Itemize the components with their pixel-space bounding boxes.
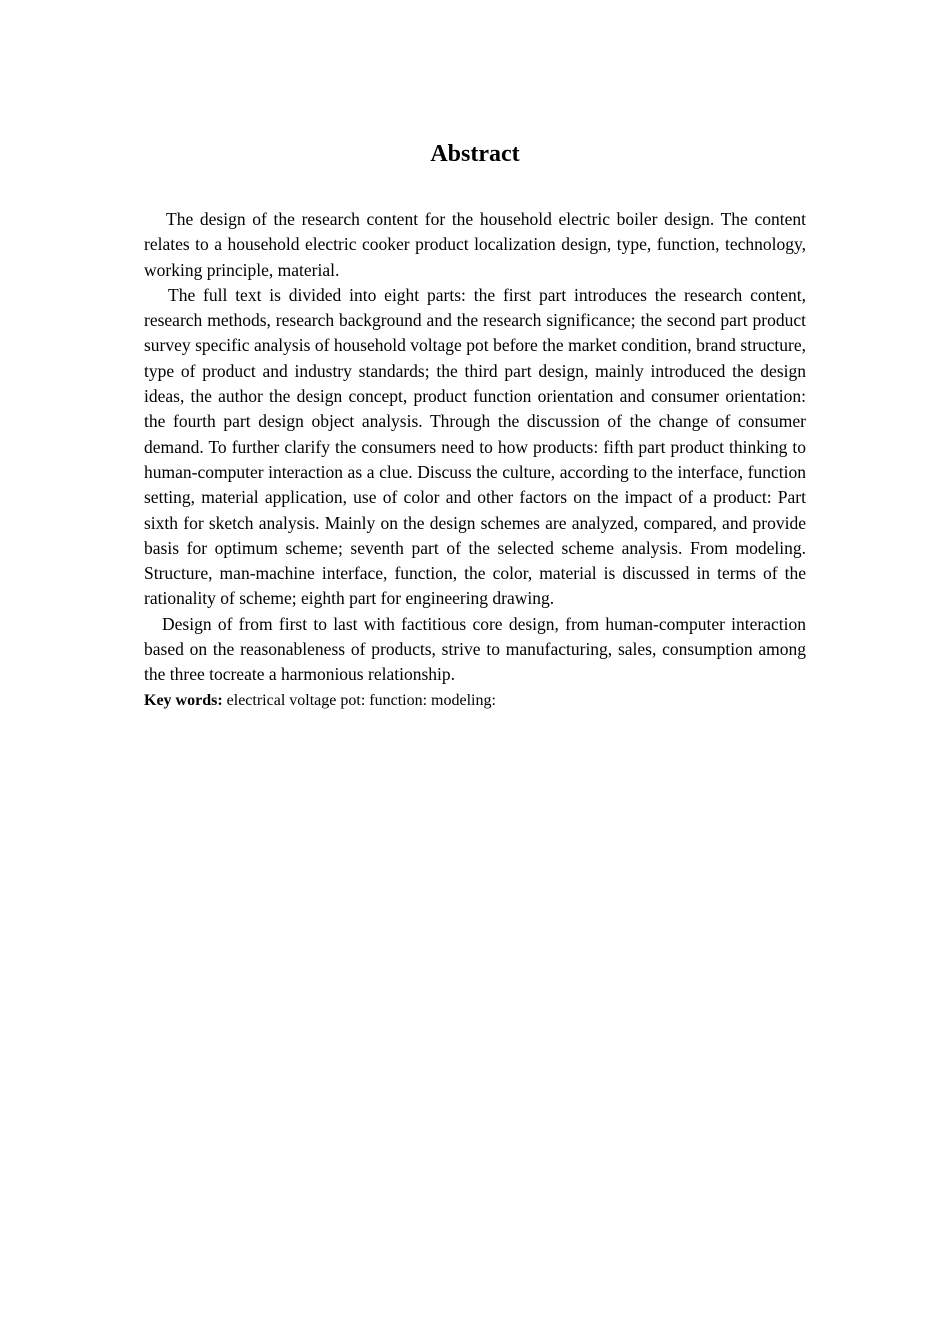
abstract-page [144, 138, 806, 713]
abstract-paragraph-1: The design of the research content for the household electric boiler design. The content relates to a household electric cooker product localization design, type, function, technology, working principle, material. [144, 209, 806, 280]
abstract-paragraph-2: The full text is divided into eight parts: the first part introduces the research content, research methods, research background and the research significance; the second part product survey specific analysis of household voltage pot before the market condition, brand structure, type of product and industry standards; the third part design, mainly introduced the design ideas, the author the design concept, product function orientation and consumer orientation: the fourth part design object analysis. Through the discussion of the change of consumer demand. To further clarify the consumers need to how products: fifth part product thinking to human-computer interaction as a clue. Discuss the culture, according to the interface, function setting, material application, use of color and other factors on the impact of a product: Part sixth for sketch analysis. Mainly on the design schemes are analyzed, compared, and provide basis for optimum scheme; seventh part of the selected scheme analysis. From modeling. Structure, man-machine interface, function, the color, material is discussed in terms of the rationality of scheme; eighth part for engineering drawing. [144, 284, 806, 609]
abstract-paragraph-3: Design of from first to last with factitious core design, from human-computer interaction based on the reasonableness of products, strive to manufacturing, sales, consumption among the three tocreate a harmonious relationship. [144, 613, 806, 685]
keywords-text: electrical voltage pot: function: modeling: [226, 691, 496, 709]
keywords-line [144, 688, 806, 713]
keywords-label: Key words: [144, 691, 223, 709]
abstract-body [144, 207, 806, 713]
page-title: Abstract [430, 141, 520, 167]
